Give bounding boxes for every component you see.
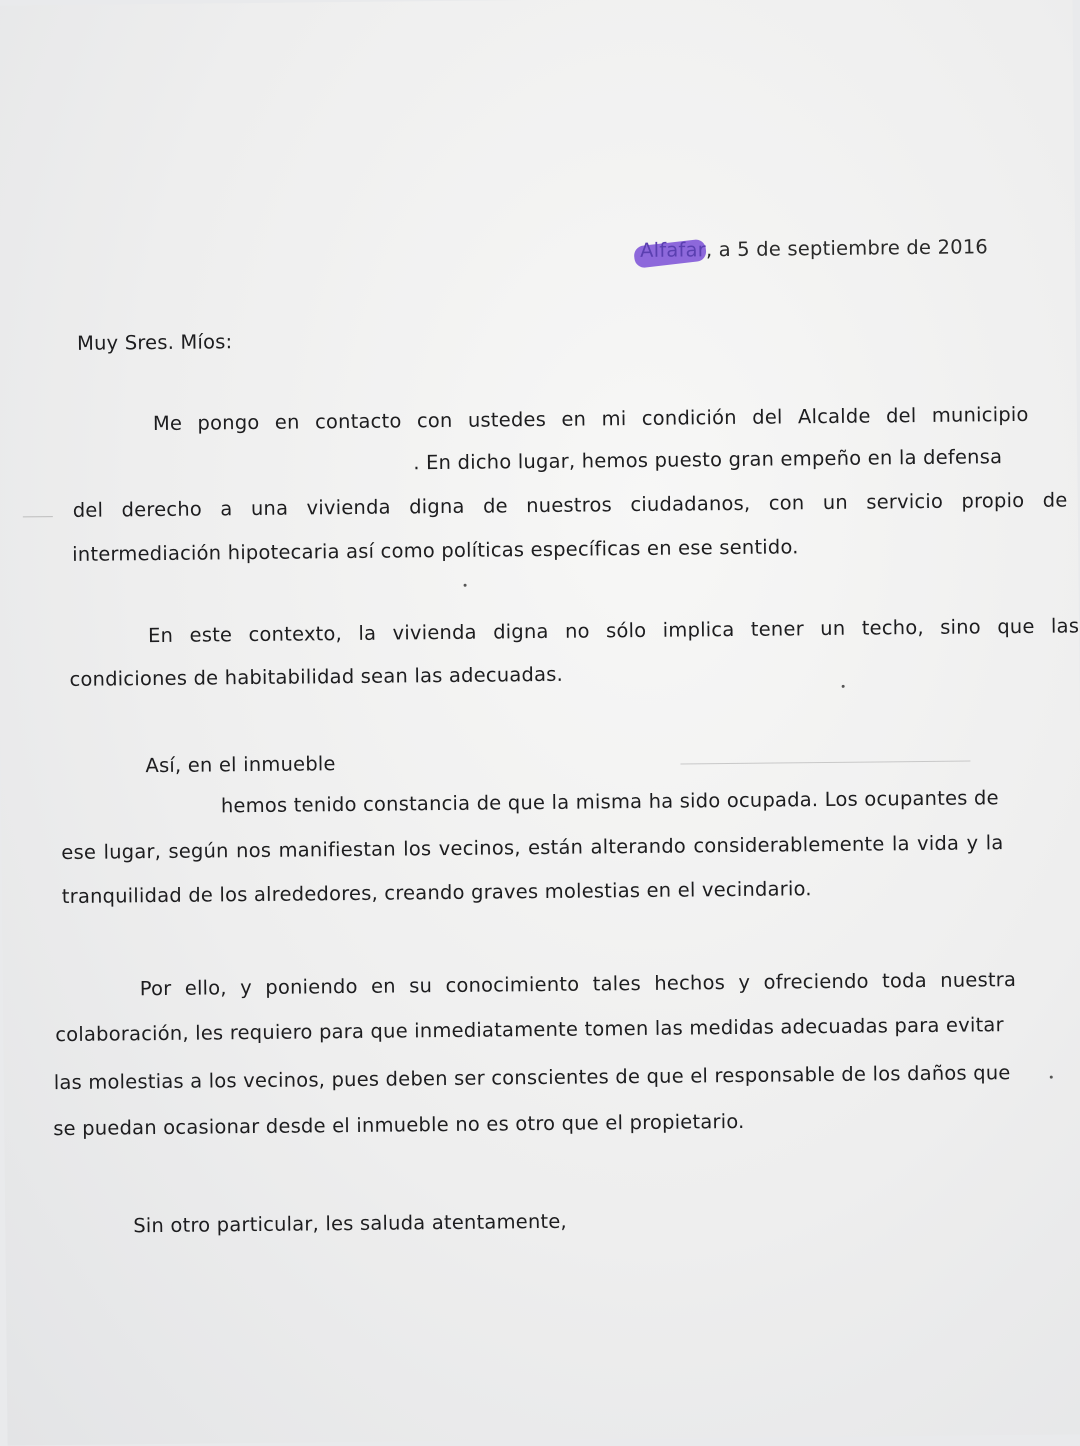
p4-line3: las molestias a los vecinos, pues deben ser conscientes de que el responsable de los daños que [53,1061,1011,1095]
p3-line2: hemos tenido constancia de que la misma ha sido ocupada. Los ocupantes de [220,786,999,818]
p3-line1: Así, en el inmueble [145,752,336,778]
p3-line3: ese lugar, según nos manifiestan los vecinos, están alterando considerablemente la vida y la [61,831,1004,865]
p4-line1: Por ello, y poniendo en su conocimiento tales hechos y ofreciendo toda nuestra [139,968,1017,1001]
letter-date [640,235,988,262]
p3-line4: tranquilidad de los alrededores, creando graves molestias en el vecindario. [61,877,812,909]
p4-line4: se puedan ocasionar desde el inmueble no es otro que el propietario. [53,1109,745,1141]
p2-line2: condiciones de habitabilidad sean las adecuadas. [69,662,564,691]
redacted-fragment [680,760,970,764]
p2-line1: En este contexto, la vivienda digna no sólo implica tener un techo, sino que las [147,614,1080,648]
salutation: Muy Sres. Míos: [76,330,233,355]
scan-artifact [23,516,53,517]
paper-speck [464,584,467,587]
p4-line2: colaboración, les requiero para que inmediatamente tomen las medidas adecuadas para evitar [55,1013,1004,1047]
p1-line4: intermediación hipotecaria así como políticas específicas en ese sentido. [72,535,799,566]
p1-line1 [152,402,1029,436]
p1-line3: del derecho a una vivienda digna de nuestros ciudadanos, con un servicio propio de [72,488,1068,522]
closing: Sin otro particular, les saluda atentamente, [133,1209,568,1238]
p1-line1-text: Me pongo en contacto con ustedes en mi condición del Alcalde del municipio [152,402,1029,436]
date-text: , a 5 de septiembre de 2016 [705,235,989,262]
date-city: Alfafar [639,238,707,262]
p1-line2: . En dicho lugar, hemos puesto gran empeño en la defensa [413,445,1003,475]
paper-speck [1050,1076,1053,1079]
paper-speck [842,685,845,688]
